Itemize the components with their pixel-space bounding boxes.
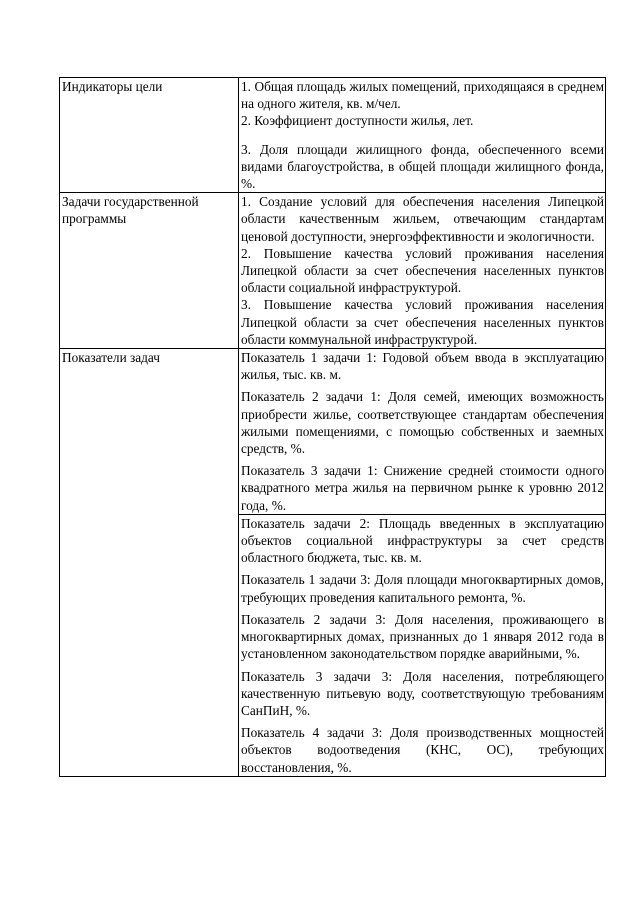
row-label-program-tasks: Задачи государственной программы	[60, 193, 239, 349]
row-label-goal-indicators: Индикаторы цели	[60, 78, 239, 193]
indicator-item: 2. Коэффициент доступности жилья, лет.	[241, 113, 474, 129]
task-indicator-item: Показатель 3 задачи 1: Снижение средней стоимости одного квадратного метра жилья на первичном рынке к уровню 2012 года, %.	[241, 463, 604, 513]
task-indicator-item: Показатель задачи 2: Площадь введенных в эксплуатацию объектов социальной инфраструктуры за счет средств областного бюджета, тыс. кв. м.	[241, 515, 604, 566]
task-indicator-block	[239, 514, 605, 776]
table-row-task-indicators	[60, 349, 606, 777]
task-item: 3. Повышение качества условий проживания населения Липецкой области за счет обеспечения населенных пунктов области коммунальной инфраструктурой.	[241, 297, 604, 347]
table-row-program-tasks	[60, 193, 606, 349]
row-content-goal-indicators	[239, 78, 606, 193]
indicator-item: 1. Общая площадь жилых помещений, приходящаяся в среднем на одного жителя, кв. м/чел.	[241, 79, 604, 112]
task-indicator-item: Показатель 2 задачи 3: Доля населения, проживающего в многоквартирных домах, признанных до 1 января 2012 года в установленном законодательством порядке аварийными, %.	[241, 611, 604, 662]
task-indicator-item: Показатель 3 задачи 3: Доля населения, потребляющего качественную питьевую воду, соответствующую требованиям СанПиН, %.	[241, 668, 604, 718]
task-indicator-item: Показатель 2 задачи 1: Доля семей, имеющих возможность приобрести жилье, соответствующее стандартам обеспечения жилыми помещениями, с помощью собственных и заемных средств, %.	[241, 389, 604, 457]
table-row-goal-indicators	[60, 78, 606, 193]
task-item: 2. Повышение качества условий проживания населения Липецкой области за счет обеспечения населенных пунктов области социальной инфраструктурой.	[241, 245, 604, 296]
task-indicator-item: Показатель 4 задачи 3: Доля производственных мощностей объектов водоотведения (КНС, ОС), требующих восстановления, %.	[241, 725, 604, 775]
row-content-task-indicators	[239, 349, 606, 777]
row-label-task-indicators: Показатели задач	[60, 349, 239, 777]
indicator-item: 3. Доля площади жилищного фонда, обеспеченного всеми видами благоустройства, в общей площади жилищного фонда, %.	[241, 141, 604, 192]
task-indicator-item: Показатель 1 задачи 3: Доля площади многоквартирных домов, требующих проведения капитального ремонта, %.	[241, 572, 604, 605]
task-item: 1. Создание условий для обеспечения населения Липецкой области качественным жильем, отвечающим стандартам ценовой доступности, энергоэффективности и экологичности.	[241, 194, 604, 244]
row-content-program-tasks	[239, 193, 606, 349]
task-indicator-item: Показатель 1 задачи 1: Годовой объем ввода в эксплуатацию жилья, тыс. кв. м.	[241, 350, 604, 383]
passport-table	[59, 77, 606, 777]
